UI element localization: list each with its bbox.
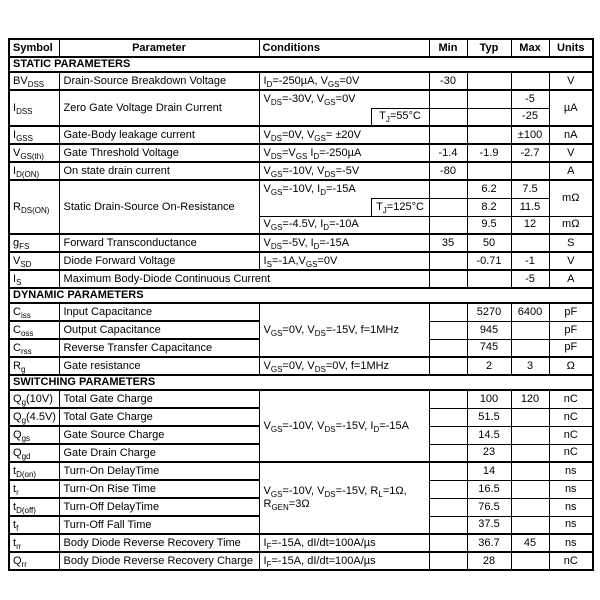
section-row-dynamic	[9, 288, 593, 303]
symbol-cell: $t_{D(on)}$	[9, 462, 59, 480]
typ-cell: 945	[467, 321, 511, 339]
empty-cell	[371, 180, 429, 198]
parameter-cell: Gate Source Charge	[59, 426, 259, 444]
col-header-parameter: Parameter	[59, 39, 259, 57]
parameter-cell: Total Gate Charge	[59, 408, 259, 426]
conditions-cell: $V_{DS}=-5V$, $I_D=-15A$	[259, 234, 429, 252]
typ-cell: 6.2	[467, 180, 511, 198]
symbol-cell: $Q_{rr}$	[9, 552, 59, 570]
units-cell: Ω	[549, 357, 593, 375]
typ-cell: 76.5	[467, 498, 511, 516]
symbol-cell: $R_g$	[9, 357, 59, 375]
units-cell: nC	[549, 552, 593, 570]
max-cell: 45	[511, 534, 549, 552]
row-trr	[9, 534, 593, 552]
units-cell: A	[549, 162, 593, 180]
units-cell: nC	[549, 390, 593, 408]
empty-cell	[467, 270, 511, 288]
row-is	[9, 270, 593, 288]
units-cell: ns	[549, 516, 593, 534]
units-cell: mΩ	[549, 180, 593, 216]
row-idon	[9, 162, 593, 180]
row-rdson-1	[9, 180, 593, 198]
parameter-cell: On state drain current	[59, 162, 259, 180]
empty-cell	[429, 357, 467, 375]
typ-cell: 745	[467, 339, 511, 357]
condition-sub-cell: $T_J=125^\circ C$	[371, 198, 429, 216]
parameter-cell: Gate resistance	[59, 357, 259, 375]
units-cell: pF	[549, 321, 593, 339]
units-cell: V	[549, 252, 593, 270]
row-qrr	[9, 552, 593, 570]
symbol-cell: $I_{GSS}$	[9, 126, 59, 144]
empty-cell	[429, 198, 467, 216]
conditions-cell: $V_{DS}=0V$, $V_{GS}= \pm 20V$	[259, 126, 429, 144]
units-cell: pF	[549, 303, 593, 321]
max-cell: 120	[511, 390, 549, 408]
section-header: DYNAMIC PARAMETERS	[9, 288, 593, 303]
symbol-cell: $t_f$	[9, 516, 59, 534]
empty-cell	[429, 534, 467, 552]
section-row-switching	[9, 375, 593, 390]
parameter-cell: Turn-On Rise Time	[59, 480, 259, 498]
max-cell: 3	[511, 357, 549, 375]
empty-cell	[429, 426, 467, 444]
parameter-cell: Forward Transconductance	[59, 234, 259, 252]
symbol-cell: $R_{DS(ON)}$	[9, 180, 59, 234]
typ-cell: 5270	[467, 303, 511, 321]
parameter-cell: Turn-Off Fall Time	[59, 516, 259, 534]
empty-cell	[511, 462, 549, 480]
parameter-cell: Turn-Off DelayTime	[59, 498, 259, 516]
parameter-cell: Turn-On DelayTime	[59, 462, 259, 480]
symbol-cell: $I_S$	[9, 270, 59, 288]
symbol-cell: $t_{D(off)}$	[9, 498, 59, 516]
symbol-cell: $Q_{gs}$	[9, 426, 59, 444]
min-cell: -80	[429, 162, 467, 180]
min-cell: -30	[429, 72, 467, 90]
max-cell: 11.5	[511, 198, 549, 216]
empty-cell	[371, 90, 429, 108]
units-cell: mΩ	[549, 216, 593, 234]
parameter-cell: Maximum Body-Diode Continuous Current	[59, 270, 429, 288]
empty-cell	[429, 552, 467, 570]
typ-cell: 16.5	[467, 480, 511, 498]
parameter-cell: Zero Gate Voltage Drain Current	[59, 90, 259, 126]
empty-cell	[467, 108, 511, 126]
symbol-cell: $C_{oss}$	[9, 321, 59, 339]
empty-cell	[467, 90, 511, 108]
symbol-cell: $I_{DSS}$	[9, 90, 59, 126]
conditions-cell: $V_{GS}=-4.5V$, $I_D=-10A$	[259, 216, 429, 234]
conditions-cell: $V_{GS}=0V$, $V_{DS}=0V$, f=1MHz	[259, 357, 429, 375]
conditions-cell: $V_{DS}=-30V$, $V_{GS}=0V$	[259, 90, 371, 126]
empty-cell	[429, 303, 467, 321]
conditions-cell: $V_{GS}=-10V$, $V_{DS}=-15V$, $R_L=1\Omega$, $R_{GEN}=3\Omega$	[259, 462, 429, 534]
conditions-cell: $V_{GS}=0V$, $V_{DS}=-15V$, f=1MHz	[259, 303, 429, 357]
conditions-cell: $V_{GS}=-10V$, $I_D=-15A$	[259, 180, 371, 216]
empty-cell	[429, 339, 467, 357]
row-ciss	[9, 303, 593, 321]
col-header-max: Max	[511, 39, 549, 57]
empty-cell	[429, 498, 467, 516]
typ-cell: 14	[467, 462, 511, 480]
col-header-conditions: Conditions	[259, 39, 429, 57]
empty-cell	[429, 90, 467, 108]
units-cell: nA	[549, 126, 593, 144]
symbol-cell: $t_{rr}$	[9, 534, 59, 552]
parameter-cell: Total Gate Charge	[59, 390, 259, 408]
section-header: STATIC PARAMETERS	[9, 57, 593, 72]
typ-cell: 100	[467, 390, 511, 408]
empty-cell	[429, 408, 467, 426]
typ-cell: -1.9	[467, 144, 511, 162]
typ-cell: 51.5	[467, 408, 511, 426]
empty-cell	[511, 339, 549, 357]
empty-cell	[429, 480, 467, 498]
empty-cell	[511, 408, 549, 426]
symbol-cell: $Q_g(10V)$	[9, 390, 59, 408]
empty-cell	[511, 498, 549, 516]
units-cell: ns	[549, 480, 593, 498]
empty-cell	[511, 162, 549, 180]
row-gfs	[9, 234, 593, 252]
symbol-cell: $C_{rss}$	[9, 339, 59, 357]
units-cell: ns	[549, 498, 593, 516]
typ-cell: 28	[467, 552, 511, 570]
max-cell: 7.5	[511, 180, 549, 198]
units-cell: ns	[549, 534, 593, 552]
empty-cell	[511, 234, 549, 252]
max-cell: -25	[511, 108, 549, 126]
max-cell: 12	[511, 216, 549, 234]
row-bvdss	[9, 72, 593, 90]
max-cell: ±100	[511, 126, 549, 144]
symbol-cell: $Q_{gd}$	[9, 444, 59, 462]
units-cell: µA	[549, 90, 593, 126]
empty-cell	[511, 480, 549, 498]
symbol-cell: $I_{D(ON)}$	[9, 162, 59, 180]
typ-cell: 8.2	[467, 198, 511, 216]
row-tdon	[9, 462, 593, 480]
units-cell: nC	[549, 408, 593, 426]
row-igss	[9, 126, 593, 144]
units-cell: pF	[549, 339, 593, 357]
section-header: SWITCHING PARAMETERS	[9, 375, 593, 390]
units-cell: A	[549, 270, 593, 288]
typ-cell: 14.5	[467, 426, 511, 444]
empty-cell	[429, 444, 467, 462]
typ-cell: 36.7	[467, 534, 511, 552]
empty-cell	[429, 252, 467, 270]
empty-cell	[429, 516, 467, 534]
units-cell: nC	[549, 426, 593, 444]
empty-cell	[511, 444, 549, 462]
section-row-static	[9, 57, 593, 72]
empty-cell	[511, 72, 549, 90]
empty-cell	[467, 126, 511, 144]
symbol-cell: $BV_{DSS}$	[9, 72, 59, 90]
conditions-cell: $I_F=-15A$, dI/dt=100A/µs	[259, 552, 429, 570]
symbol-cell: $Q_g(4.5V)$	[9, 408, 59, 426]
parameter-cell: Gate Threshold Voltage	[59, 144, 259, 162]
empty-cell	[467, 72, 511, 90]
empty-cell	[429, 321, 467, 339]
typ-cell: 23	[467, 444, 511, 462]
conditions-cell: $V_{GS}=-10V$, $V_{DS}=-5V$	[259, 162, 429, 180]
parameter-cell: Input Capacitance	[59, 303, 259, 321]
empty-cell	[429, 390, 467, 408]
parameter-cell: Reverse Transfer Capacitance	[59, 339, 259, 357]
units-cell: ns	[549, 462, 593, 480]
conditions-cell: $I_S=-1A,V_{GS}=0V$	[259, 252, 429, 270]
units-cell: V	[549, 144, 593, 162]
conditions-cell: $I_D=-250\mu A$, $V_{GS}=0V$	[259, 72, 429, 90]
col-header-symbol: Symbol	[9, 39, 59, 57]
parameter-cell: Static Drain-Source On-Resistance	[59, 180, 259, 234]
typ-cell: -0.71	[467, 252, 511, 270]
row-vgsth	[9, 144, 593, 162]
table-header-row	[9, 39, 593, 57]
typ-cell: 50	[467, 234, 511, 252]
typ-cell: 9.5	[467, 216, 511, 234]
parameter-cell: Output Capacitance	[59, 321, 259, 339]
empty-cell	[429, 180, 467, 198]
electrical-characteristics-table	[8, 38, 594, 571]
col-header-min: Min	[429, 39, 467, 57]
max-cell: 6400	[511, 303, 549, 321]
typ-cell: 2	[467, 357, 511, 375]
row-vsd	[9, 252, 593, 270]
parameter-cell: Gate Drain Charge	[59, 444, 259, 462]
conditions-cell: $I_F=-15A$, dI/dt=100A/µs	[259, 534, 429, 552]
empty-cell	[467, 162, 511, 180]
units-cell: S	[549, 234, 593, 252]
condition-sub-cell: $T_J=55^\circ C$	[371, 108, 429, 126]
empty-cell	[511, 552, 549, 570]
row-idss-1	[9, 90, 593, 108]
parameter-cell: Body Diode Reverse Recovery Time	[59, 534, 259, 552]
empty-cell	[429, 270, 467, 288]
parameter-cell: Drain-Source Breakdown Voltage	[59, 72, 259, 90]
max-cell: -1	[511, 252, 549, 270]
symbol-cell: $C_{iss}$	[9, 303, 59, 321]
min-cell: -1.4	[429, 144, 467, 162]
min-cell: 35	[429, 234, 467, 252]
units-cell: nC	[549, 444, 593, 462]
col-header-typ: Typ	[467, 39, 511, 57]
empty-cell	[429, 462, 467, 480]
empty-cell	[511, 321, 549, 339]
typ-cell: 37.5	[467, 516, 511, 534]
parameter-cell: Body Diode Reverse Recovery Charge	[59, 552, 259, 570]
conditions-cell: $V_{DS}=V_{GS}$ $I_D=-250\mu A$	[259, 144, 429, 162]
col-header-units: Units	[549, 39, 593, 57]
max-cell: -5	[511, 90, 549, 108]
empty-cell	[429, 108, 467, 126]
conditions-cell: $V_{GS}=-10V$, $V_{DS}=-15V$, $I_D=-15A$	[259, 390, 429, 462]
symbol-cell: $V_{GS(th)}$	[9, 144, 59, 162]
symbol-cell: $g_{FS}$	[9, 234, 59, 252]
parameter-cell: Diode Forward Voltage	[59, 252, 259, 270]
max-cell: -2.7	[511, 144, 549, 162]
units-cell: V	[549, 72, 593, 90]
symbol-cell: $t_r$	[9, 480, 59, 498]
max-cell: -5	[511, 270, 549, 288]
empty-cell	[511, 516, 549, 534]
empty-cell	[429, 216, 467, 234]
symbol-cell: $V_{SD}$	[9, 252, 59, 270]
empty-cell	[511, 426, 549, 444]
parameter-cell: Gate-Body leakage current	[59, 126, 259, 144]
empty-cell	[429, 126, 467, 144]
row-qg10	[9, 390, 593, 408]
row-rg	[9, 357, 593, 375]
